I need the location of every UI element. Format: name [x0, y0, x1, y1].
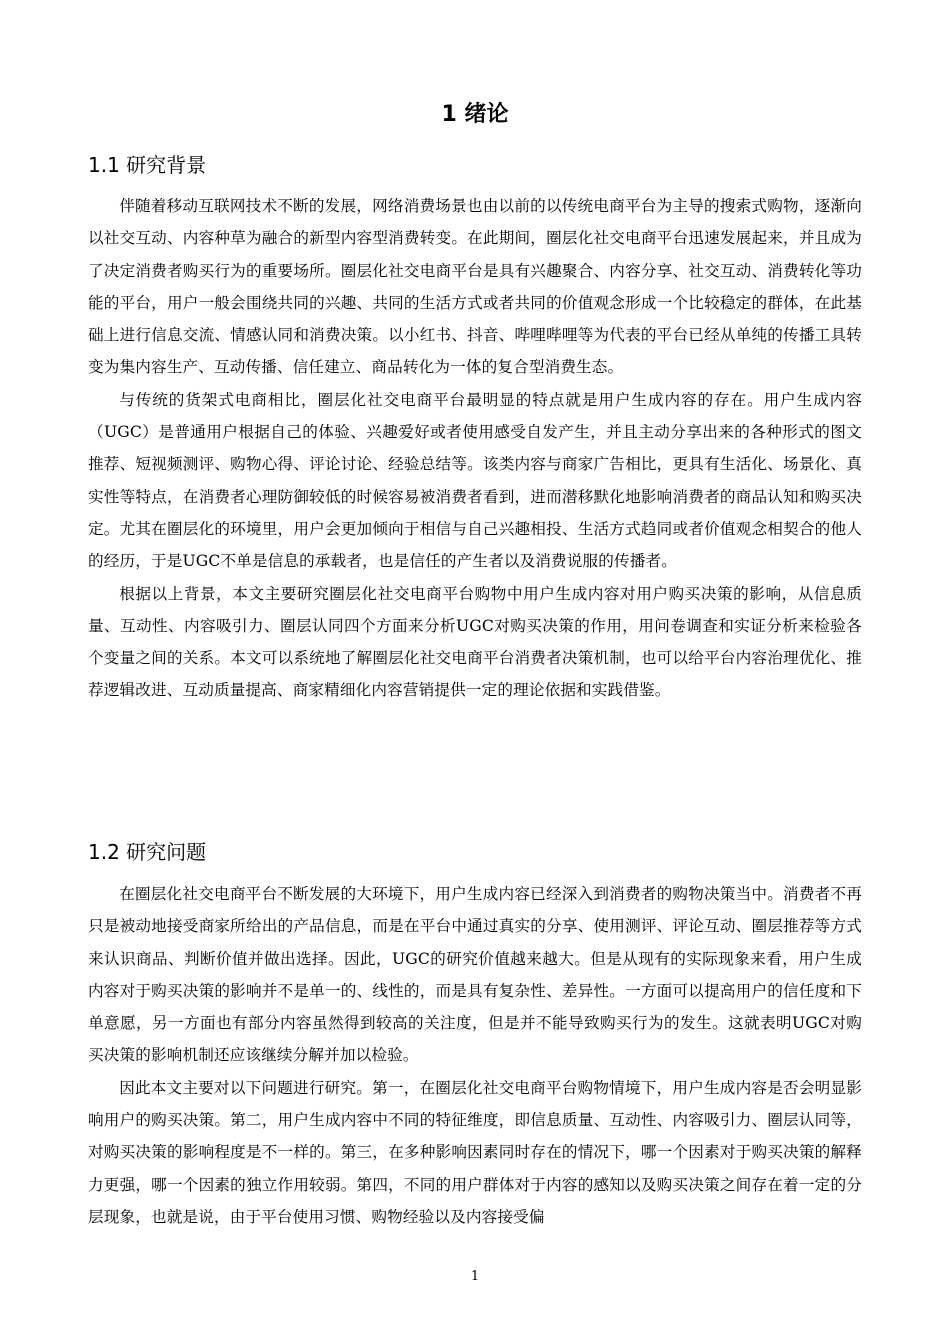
chapter-title: 1 绪论 — [441, 102, 509, 127]
section-body-research-questions — [88, 878, 862, 1233]
section-title-research-questions: 1.2 研究问题 — [88, 840, 207, 864]
section-title-background: 1.1 研究背景 — [88, 153, 207, 177]
paragraph: 伴随着移动互联网技术不断的发展，网络消费场景也由以前的以传统电商平台为主导的搜索式购物，逐渐向以社交互动、内容种草为融合的新型内容型消费转变。在此期间，圈层化社交电商平台迅速发展起来，并且成为了决定消费者购买行为的重要场所。圈层化社交电商平台是具有兴趣聚合、内容分享、社交互动、消费转化等功能的平台，用户一般会围绕共同的兴趣、共同的生活方式或者共同的价值观念形成一个比较稳定的群体，在此基础上进行信息交流、情感认同和消费决策。以小红书、抖音、哔哩哔哩等为代表的平台已经从单纯的传播工具转变为集内容生产、互动传播、信任建立、商品转化为一体的复合型消费生态。 — [88, 197, 862, 377]
paragraph: 根据以上背景，本文主要研究圈层化社交电商平台购物中用户生成内容对用户购买决策的影响，从信息质量、互动性、内容吸引力、圈层认同四个方面来分析UGC对购买决策的作用，用问卷调查和实证分析来检验各个变量之间的关系。本文可以系统地了解圈层化社交电商平台消费者决策机制，也可以给平台内容治理优化、推荐逻辑改进、互动质量提高、商家精细化内容营销提供一定的理论依据和实践借鉴。 — [88, 584, 862, 700]
section-body-background — [88, 190, 862, 707]
page-number: 1 — [470, 1269, 480, 1284]
paragraph: 在圈层化社交电商平台不断发展的大环境下，用户生成内容已经深入到消费者的购物决策当中。消费者不再只是被动地接受商家所给出的产品信息，而是在平台中通过真实的分享、使用测评、评论互动、圈层推荐等方式来认识商品、判断价值并做出选择。因此，UGC的研究价值越来越大。但是从现有的实际现象来看，用户生成内容对于购买决策的影响并不是单一的、线性的，而是具有复杂性、差异性。一方面可以提高用户的信任度和下单意愿，另一方面也有部分内容虽然得到较高的关注度，但是并不能导致购买行为的发生。这就表明UGC对购买决策的影响机制还应该继续分解并加以检验。 — [88, 885, 862, 1065]
paragraph: 与传统的货架式电商相比，圈层化社交电商平台最明显的特点就是用户生成内容的存在。用户生成内容（UGC）是普通用户根据自己的体验、兴趣爱好或者使用感受自发产生，并且主动分享出来的各种形式的图文推荐、短视频测评、购物心得、评论讨论、经验总结等。该类内容与商家广告相比，更具有生活化、场景化、真实性等特点，在消费者心理防御较低的时候容易被消费者看到，进而潜移默化地影响消费者的商品认知和购买决定。尤其在圈层化的环境里，用户会更加倾向于相信与自己兴趣相投、生活方式趋同或者价值观念相契合的他人的经历，于是UGC不单是信息的承载者，也是信任的产生者以及消费说服的传播者。 — [88, 390, 862, 571]
paragraph: 因此本文主要对以下问题进行研究。第一，在圈层化社交电商平台购物情境下，用户生成内容是否会明显影响用户的购买决策。第二，用户生成内容中不同的特征维度，即信息质量、互动性、内容吸引力、圈层认同等，对购买决策的影响程度是不一样的。第三，在多种影响因素同时存在的情况下，哪一个因素对于购买决策的解释力更强，哪一个因素的独立作用较弱。第四，不同的用户群体对于内容的感知以及购买决策之间存在着一定的分层现象，也就是说，由于平台使用习惯、购物经验以及内容接受偏 — [88, 1078, 862, 1226]
